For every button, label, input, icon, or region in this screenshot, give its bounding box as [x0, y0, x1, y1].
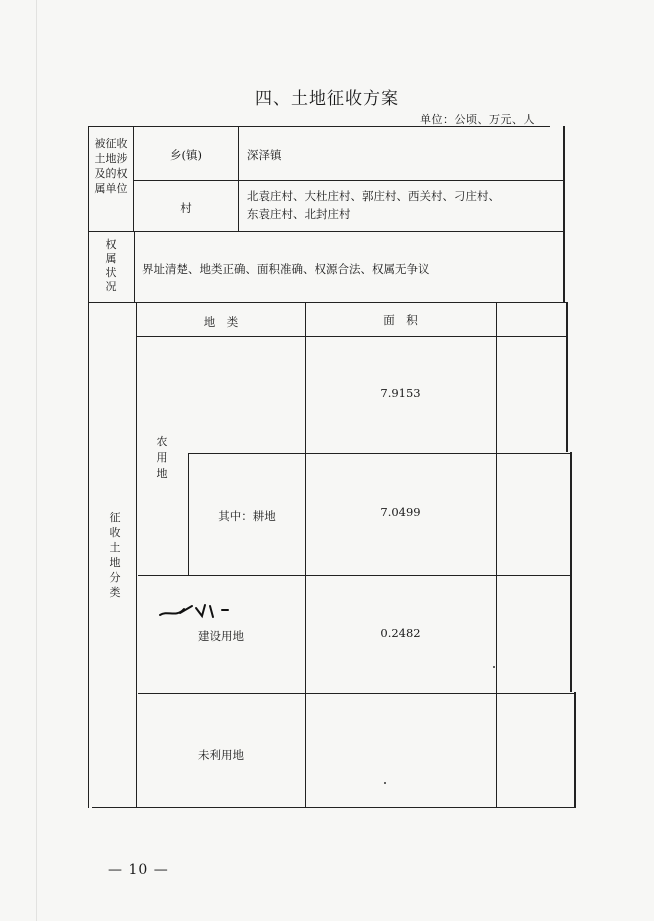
township-value: 深泽镇	[247, 148, 282, 162]
table-right-border	[563, 126, 565, 302]
cultivated-land-area: 7.0499	[380, 505, 421, 519]
unit-note: 单位：公顷、万元、人	[420, 113, 535, 126]
table-rule	[88, 231, 564, 232]
table-right-border	[570, 452, 572, 692]
page-number: — 10 —	[108, 862, 169, 878]
table-rule	[305, 302, 306, 807]
village-label: 村	[180, 201, 192, 215]
speck	[493, 666, 495, 668]
villages-line-1: 北袁庄村、大杜庄村、郭庄村、西关村、刁庄村、	[247, 189, 500, 203]
ownership-status-value: 界址清楚、地类正确、面积准确、权源合法、权属无争议	[142, 262, 430, 276]
ownership-status-label: 权属状况	[105, 238, 117, 293]
table-rule	[88, 302, 566, 303]
villages-line-2: 东袁庄村、北封庄村	[247, 207, 351, 221]
farmland-area: 7.9153	[380, 386, 421, 400]
table-rule	[188, 453, 570, 454]
construction-land-area: 0.2482	[380, 626, 421, 640]
handwritten-mark	[158, 602, 230, 620]
table-rule	[134, 180, 564, 181]
table-rule	[496, 302, 497, 807]
table-rule	[136, 336, 568, 337]
unused-land-label: 未利用地	[198, 748, 244, 762]
header-area: 面 积	[383, 313, 418, 327]
table-rule	[136, 302, 137, 807]
speck	[384, 782, 386, 784]
document-title: 四、土地征收方案	[255, 89, 399, 109]
table-bottom-border	[92, 807, 576, 808]
table-right-border	[574, 692, 576, 808]
farmland-label: 农用地	[156, 435, 168, 480]
header-land-type: 地 类	[203, 315, 239, 329]
township-label: 乡(镇)	[170, 148, 202, 162]
table-left-border	[88, 126, 89, 808]
table-rule	[238, 126, 239, 231]
ownership-unit-label: 被征收土地涉及的权属单位	[94, 137, 128, 195]
construction-land-label: 建设用地	[198, 629, 244, 643]
table-top-border	[88, 126, 550, 127]
land-classification-label: 征收土地分类	[109, 511, 121, 599]
table-right-border	[566, 302, 568, 452]
binding-edge-line	[36, 0, 37, 921]
table-rule	[138, 693, 574, 694]
cultivated-land-label: 其中：耕地	[218, 509, 276, 523]
table-rule	[134, 231, 135, 302]
table-rule	[138, 575, 572, 576]
